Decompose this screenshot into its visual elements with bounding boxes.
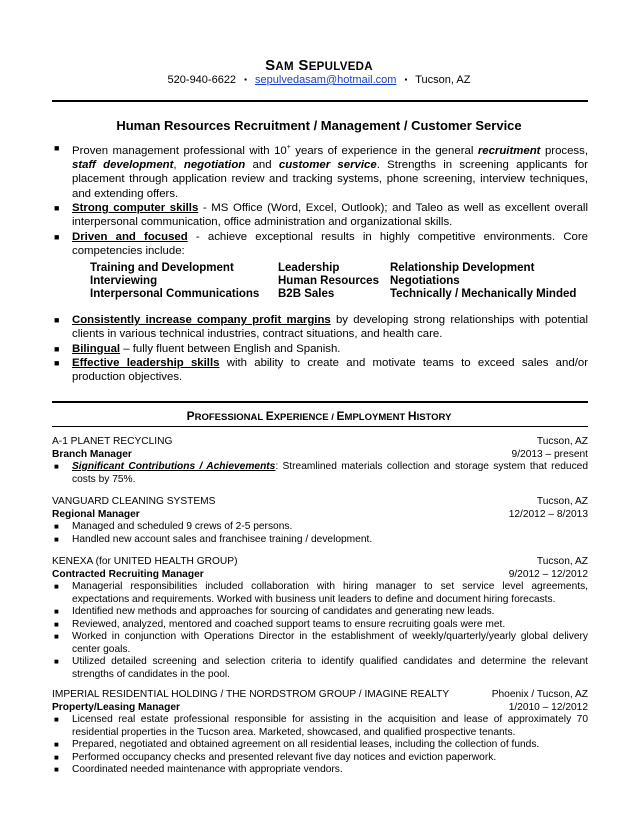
bullet-marker: ■ [54,534,59,544]
summary-item: ■ Proven management professional with 10+ years of experience in the general recruitment process, staff development, negotiation and customer service. Strengths in screening applicants for placement through application review and tracking systems, phone screening, interview techniques, and extending offers. [54,143,588,200]
bullet-marker: ■ [54,632,59,641]
job-title: Regional Manager [52,508,140,520]
job-bullet: ■ Significant Contributions / Achievements: Streamlined materials collection and storage system that reduced costs by 75%. [54,461,588,485]
job-bullet: ■ Handled new account sales and franchisee training / development. [54,533,373,545]
summary-item: ■ Bilingual – fully fluent between English and Spanish. [54,342,341,355]
competency: Interpersonal Communications [90,288,260,300]
job-location: Phoenix / Tucson, AZ [491,689,588,700]
summary-item: ■ Strong computer skills - MS Office (Word, Excel, Outlook); and Taleo as well as excellent overall interpersonal communication, office administration and organizational skills. [54,201,588,229]
competency: Relationship Development [390,262,535,274]
job-entry [52,556,588,681]
bullet-marker: ■ [54,462,59,471]
job-entry [52,496,588,546]
competency: B2B Sales [278,288,335,300]
job-title: Branch Manager [52,448,132,460]
job-location: Tucson, AZ [536,436,588,447]
competency: Human Resources [278,275,379,287]
contact-line [0,74,638,86]
section-divider [52,401,588,403]
job-bullet: ■ Utilized detailed screening and selection criteria to identify qualified candidates and determine the relevant strengths of candidates in the pool. [54,656,588,680]
bullet-marker: ■ [54,607,59,616]
job-bullet: ■ Reviewed, analyzed, mentored and coached support teams to ensure recruiting goals were met. [54,618,506,630]
separator-bullet: ▪ [244,75,247,84]
job-location: Tucson, AZ [536,496,588,507]
job-dates: 9/2013 – present [511,448,588,460]
bullet-marker: ■ [54,752,59,762]
bullet-marker: ■ [54,765,59,774]
summary-item: ■ Driven and focused - achieve exceptional results in highly competitive environments. Core competencies include: [54,230,589,257]
candidate-name: SAM SEPULVEDA [265,57,373,74]
job-dates: 1/2010 – 12/2012 [508,701,588,713]
competency: Training and Development [90,262,234,274]
section-title-underline [52,426,588,427]
header-divider [52,100,588,102]
job-bullet: ■ Prepared, negotiated and obtained agreement on all residential leases, including the collection of funds. [54,739,540,750]
bullet-marker: ■ [54,619,59,629]
headline: Human Resources Recruitment / Management / Customer Service [116,118,522,133]
bullet-marker: ■ [54,343,60,354]
competency: Technically / Mechanically Minded [390,288,577,300]
competency: Leadership [278,262,340,274]
company: A-1 PLANET RECYCLING [52,436,173,447]
job-bullet: ■ Licensed real estate professional responsible for assisting in the acquisition and lease of approximately 70 residential properties in the Tucson area. Marketed, showcased, and qualified prospective tenants. [54,714,588,738]
job-title: Contracted Recruiting Manager [52,568,204,580]
summary-item: ■ Consistently increase company profit margins by developing strong relationships with potential clients in various technical industries, contract situations, and health care. [54,314,588,341]
company: VANGUARD CLEANING SYSTEMS [52,496,216,507]
job-location: Tucson, AZ [536,556,588,567]
section-title-experience: PROFESSIONAL EXPERIENCE / EMPLOYMENT HISTORY [186,409,452,423]
company: IMPERIAL RESIDENTIAL HOLDING / THE NORDSTROM GROUP / IMAGINE REALTY [52,689,450,700]
job-dates: 9/2012 – 12/2012 [508,568,588,580]
job-entry [52,436,588,486]
bullet-marker: ■ [54,715,59,724]
bullet-marker: ■ [54,522,59,531]
competency: Negotiations [390,275,460,287]
summary-item: ■ Effective leadership skills with ability to create and motivate teams to exceed sales and/or production objectives. [54,356,588,384]
competency: Interviewing [90,275,158,287]
bullet-marker: ■ [54,231,60,242]
job-bullet: ■ Performed occupancy checks and presented relevant five day notices and eviction paperwork. [54,751,497,763]
company: KENEXA (for UNITED HEALTH GROUP) [52,556,238,567]
bullet-marker: ■ [54,357,60,368]
summary-bullets [52,141,588,258]
bullet-marker: ■ [54,315,60,325]
bullet-marker: ■ [54,202,60,213]
phone: 520-940-6622 [167,74,237,86]
job-bullet: ■ Identified new methods and approaches for sourcing of candidates and generating new leads. [54,606,495,617]
job-bullet: ■ Managerial responsibilities included collaboration with hiring manager to set service level agreements, expectations and requirements. Worked with business unit leaders to define and document hiring forecasts. [54,581,588,605]
job-dates: 12/2012 – 8/2013 [508,508,588,520]
core-competencies [90,262,610,301]
bullet-marker: ■ [54,582,59,591]
job-entry [52,689,588,777]
bullet-marker: ■ [54,143,60,153]
summary-bullets-2 [52,313,588,384]
job-bullet: ■ Worked in conjunction with Operations Director in the establishment of weekly/quarterly/yearly global delivery center goals. [54,631,588,655]
job-bullet: ■ Coordinated needed maintenance with appropriate vendors. [54,764,343,775]
job-bullet: ■ Managed and scheduled 9 crews of 2-5 persons. [54,521,293,532]
separator-bullet: ▪ [404,75,408,84]
job-title: Property/Leasing Manager [52,701,180,713]
location: Tucson, AZ [415,74,471,86]
email-link[interactable]: sepulvedasam@hotmail.com [255,74,397,86]
bullet-marker: ■ [54,740,59,749]
bullet-marker: ■ [54,657,59,666]
